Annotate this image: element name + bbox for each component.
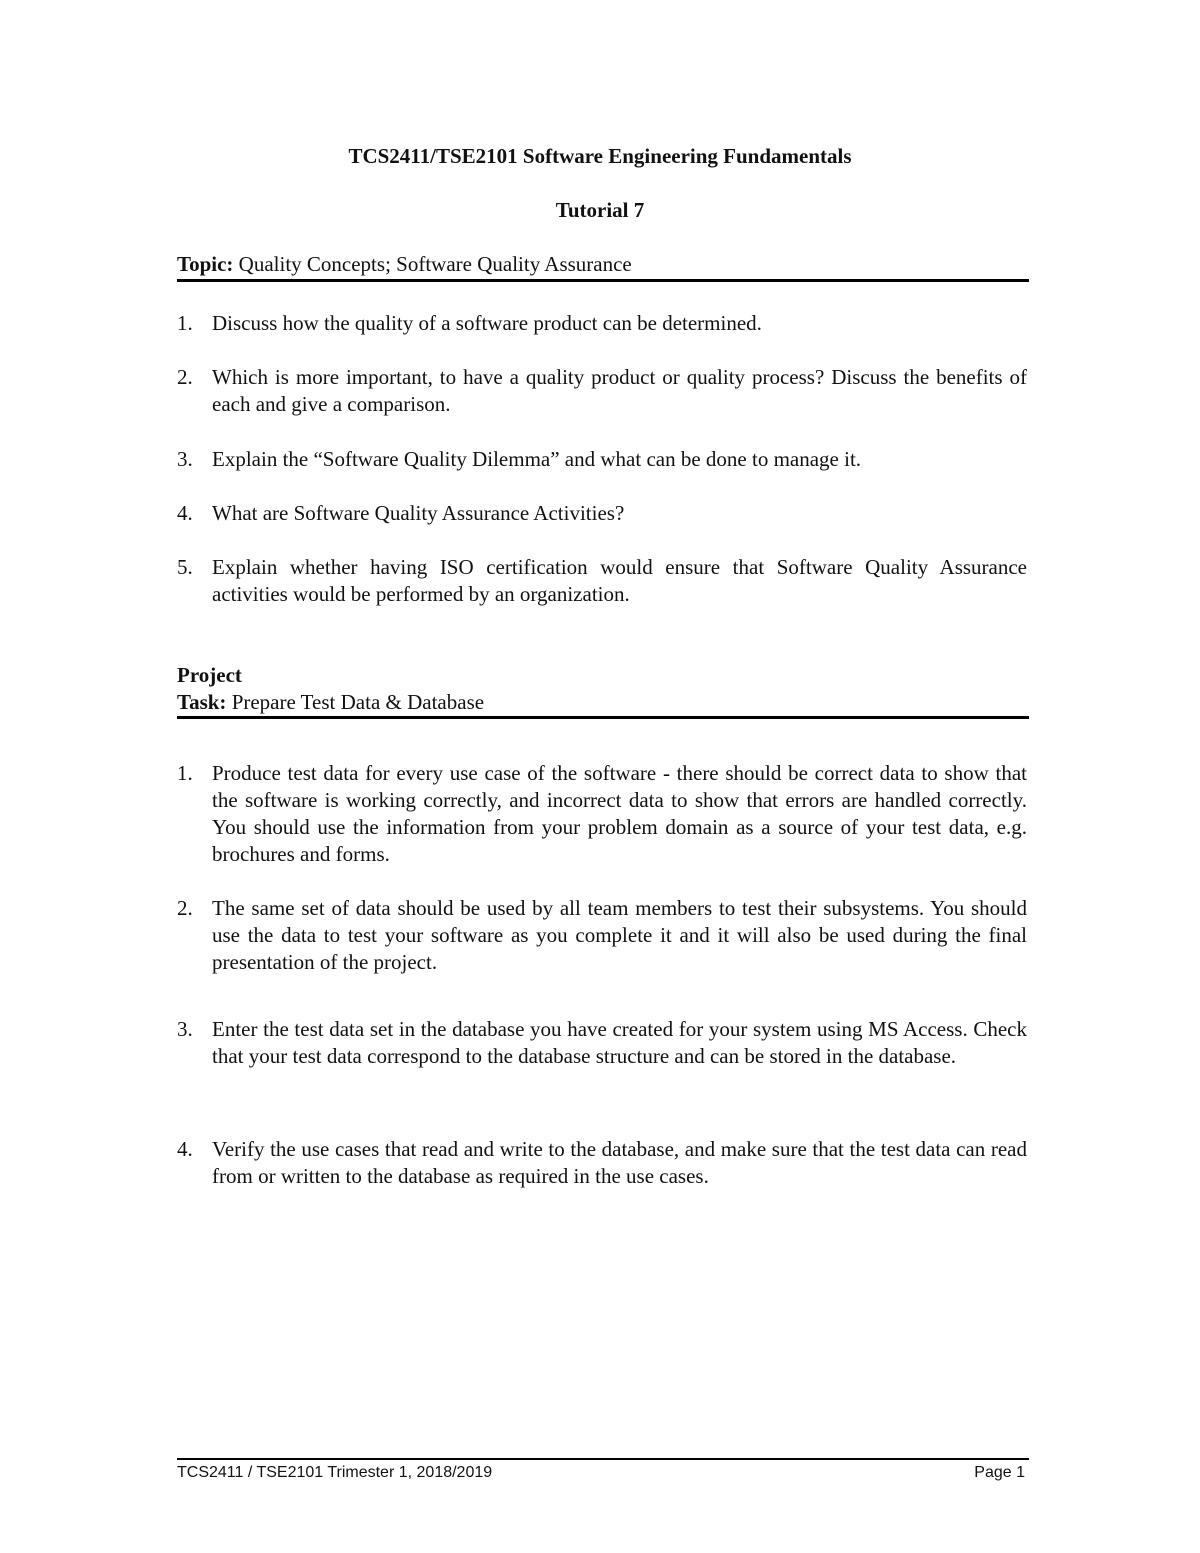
list-item: [177, 446, 1027, 473]
item-number: 2.: [177, 365, 193, 389]
item-text: Enter the test data set in the database you have created for your system using MS Access. Check that your test data correspond to the database structure and can be stored in the database.: [212, 1017, 1027, 1068]
item-number: 3.: [177, 447, 193, 471]
project-list-item: [177, 1136, 1027, 1190]
item-text: Produce test data for every use case of the software - there should be correct data to show that the software is working correctly, and incorrect data to show that errors are handled correctly. You should use the information from your problem domain as a source of your test data, e.g. brochures and forms.: [212, 761, 1027, 866]
project-list-item: [177, 895, 1027, 976]
item-text: The same set of data should be used by all team members to test their subsystems. You should use the data to test your software as you complete it and it will also be used during the final presentation of the project.: [212, 896, 1027, 974]
question-list-item: [177, 554, 1027, 608]
question-list-item: [177, 500, 1027, 527]
topic-text: Quality Concepts; Software Quality Assurance: [233, 252, 632, 276]
task-line: [177, 689, 1027, 715]
item-number: 1.: [177, 761, 193, 785]
document-subtitle: Tutorial 7: [555, 198, 645, 222]
item-text: What are Software Quality Assurance Activities?: [212, 501, 625, 525]
question-list-item: [177, 310, 1027, 337]
topic-line: [177, 251, 1027, 277]
list-item: [177, 1016, 1027, 1070]
project-list-item: [177, 760, 1027, 868]
footer-course-info: TCS2411 / TSE2101 Trimester 1, 2018/2019: [177, 1464, 493, 1481]
task-divider: [177, 716, 1029, 719]
footer-divider: [177, 1458, 1029, 1460]
topic-divider: [177, 279, 1029, 282]
list-item: [177, 554, 1027, 608]
project-list-item: [177, 1016, 1027, 1070]
item-number: 2.: [177, 896, 193, 920]
item-text: Explain whether having ISO certification would ensure that Software Quality Assurance activities would be performed by an organization.: [212, 555, 1027, 606]
task-text: Prepare Test Data & Database: [226, 690, 485, 714]
task-label: Task:: [177, 690, 227, 714]
item-text: Verify the use cases that read and write to the database, and make sure that the test data can read from or written to the database as required in the use cases.: [212, 1137, 1027, 1188]
item-text: Explain the “Software Quality Dilemma” and what can be done to manage it.: [212, 447, 862, 471]
question-list-item: [177, 364, 1027, 418]
project-heading: Project: [177, 663, 242, 687]
item-number: 1.: [177, 311, 193, 335]
item-number: 3.: [177, 1017, 193, 1041]
list-item: [177, 895, 1027, 976]
item-text: Discuss how the quality of a software product can be determined.: [212, 311, 762, 335]
list-item: [177, 1136, 1027, 1190]
list-item: [177, 760, 1027, 868]
document-title: TCS2411/TSE2101 Software Engineering Fundamentals: [348, 144, 852, 168]
item-number: 4.: [177, 501, 193, 525]
footer-page-number: Page 1: [974, 1464, 1025, 1481]
topic-label: Topic:: [177, 252, 234, 276]
list-item: [177, 364, 1027, 418]
question-list-item: [177, 446, 1027, 473]
list-item: [177, 500, 1027, 527]
list-item: [177, 310, 1027, 337]
item-number: 5.: [177, 555, 193, 579]
item-number: 4.: [177, 1137, 193, 1161]
item-text: Which is more important, to have a quality product or quality process? Discuss the benefits of each and give a comparison.: [212, 365, 1027, 416]
